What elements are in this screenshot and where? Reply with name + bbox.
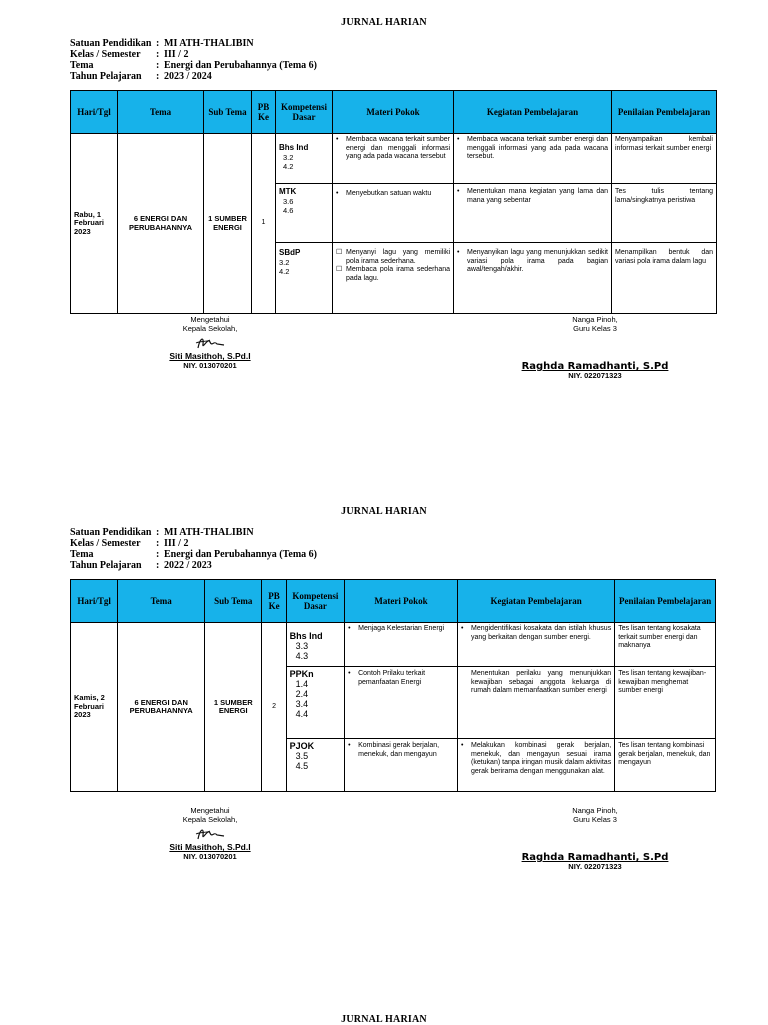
meta-key: Satuan Pendidikan bbox=[70, 38, 152, 49]
kd-value: 3.6 bbox=[283, 196, 294, 206]
meta-sep: : bbox=[156, 549, 160, 560]
penilaian-text: Tes lisan tentang kewajiban-kewajiban menghemat sumber energi bbox=[618, 670, 707, 694]
pb-cell: 1 bbox=[252, 134, 276, 314]
meta-value: III / 2 bbox=[164, 49, 189, 60]
kd-cell bbox=[276, 243, 333, 314]
journal-table bbox=[70, 579, 716, 792]
kegiatan-text: Menentukan mana kegiatan yang lama dan mana yang sebentar bbox=[467, 188, 608, 204]
kd-value: 2.4 bbox=[295, 688, 309, 699]
signature-right bbox=[520, 362, 670, 380]
meta-key: Satuan Pendidikan bbox=[70, 527, 152, 538]
kegiatan-text: Membaca wacana terkait sumber energi dan menggali informasi yang ada pada wacana tersebut. bbox=[467, 136, 608, 160]
header-hari: Hari/Tgl bbox=[71, 91, 118, 134]
kd-value: 3.5 bbox=[295, 750, 309, 761]
meta-value: 2022 / 2023 bbox=[164, 560, 212, 571]
signer-name: Raghda Ramadhanti, S.Pd bbox=[521, 852, 669, 863]
materi-cell bbox=[333, 184, 454, 243]
journal-title: JURNAL HARIAN bbox=[341, 1014, 427, 1025]
header-subtema: Sub Tema bbox=[205, 580, 262, 623]
header-pb: PB Ke bbox=[252, 91, 276, 134]
journal-title: JURNAL HARIAN bbox=[341, 506, 427, 517]
penilaian-cell bbox=[612, 243, 717, 314]
kegiatan-cell bbox=[454, 184, 612, 243]
penilaian-text: Menyampaikan kembali informasi terkait sumber energi bbox=[615, 136, 713, 152]
kegiatan-cell bbox=[457, 739, 614, 792]
kd-cell bbox=[276, 134, 333, 184]
meta-key: Kelas / Semester bbox=[70, 49, 141, 60]
kd-value: 3.3 bbox=[295, 640, 309, 651]
penilaian-text: Menampilkan bentuk dan variasi pola irama dalam lagu bbox=[615, 249, 713, 265]
materi-text: Menjaga Kelestarian Energi bbox=[358, 625, 445, 632]
bullet-icon bbox=[461, 670, 471, 696]
meta-sep: : bbox=[156, 560, 160, 571]
signer-niy: NIY. 013070201 bbox=[183, 852, 237, 861]
signature-right bbox=[520, 853, 670, 871]
sig-line2: Kepala Sekolah, bbox=[182, 815, 238, 824]
header-kd: Kompetensi Dasar bbox=[276, 91, 333, 134]
kd-value: 4.6 bbox=[283, 205, 294, 215]
materi-text: Kombinasi gerak berjalan, menekuk, dan mengayun bbox=[358, 742, 440, 758]
kd-value: 3.4 bbox=[295, 698, 309, 709]
kegiatan-cell bbox=[454, 134, 612, 184]
bullet-icon: • bbox=[460, 625, 464, 632]
penilaian-text: Tes tulis tentang lama/singkatnya peristiwa bbox=[615, 188, 713, 204]
header-materi: Materi Pokok bbox=[345, 580, 458, 623]
kegiatan-text: Menentukan perilaku yang menunjukkan kewajiban sebagai anggota keluarga di rumah dalam memanfaatkan sumber energi bbox=[470, 670, 612, 694]
bullet-icon: • bbox=[348, 742, 351, 749]
subject-label: Bhs Ind bbox=[279, 143, 309, 152]
sig-line1: Nanga Pinoh, bbox=[572, 806, 618, 815]
day-cell: Kamis, 2 Februari 2023 bbox=[71, 623, 118, 792]
subtema-cell: 1 SUMBER ENERGI bbox=[205, 623, 262, 792]
meta-sep: : bbox=[156, 60, 160, 71]
penilaian-cell bbox=[615, 623, 716, 667]
meta-value: 2023 / 2024 bbox=[164, 71, 212, 82]
bullet-icon: • bbox=[457, 188, 460, 195]
pb-cell: 2 bbox=[262, 623, 286, 792]
meta-sep: : bbox=[156, 49, 160, 60]
signature-scribble-icon bbox=[190, 334, 230, 352]
kd-value: 1.4 bbox=[295, 678, 309, 689]
header-subtema: Sub Tema bbox=[204, 91, 252, 134]
sig-line1: Mengetahui bbox=[190, 806, 230, 815]
header-tema: Tema bbox=[118, 91, 204, 134]
sig-line1: Nanga Pinoh, bbox=[572, 315, 618, 324]
kd-value: 3.2 bbox=[283, 152, 294, 162]
meta-sep: : bbox=[156, 538, 160, 549]
signature-left bbox=[150, 315, 270, 370]
meta-key: Kelas / Semester bbox=[70, 538, 141, 549]
meta-value: MI ATH-THALIBIN bbox=[164, 38, 254, 49]
meta-value: Energi dan Perubahannya (Tema 6) bbox=[164, 60, 317, 71]
bullet-icon: • bbox=[460, 742, 464, 749]
penilaian-cell bbox=[612, 134, 717, 184]
meta-value: Energi dan Perubahannya (Tema 6) bbox=[164, 549, 317, 560]
subject-label: Bhs Ind bbox=[289, 631, 323, 641]
kd-value: 3.2 bbox=[279, 257, 290, 267]
sig-line1: Mengetahui bbox=[190, 315, 230, 324]
materi-cell bbox=[345, 667, 458, 739]
header-penilaian: Penilaian Pembelajaran bbox=[612, 91, 717, 134]
journal-meta bbox=[70, 527, 317, 571]
sig-line2: Kepala Sekolah, bbox=[182, 324, 238, 333]
meta-key: Tema bbox=[70, 549, 94, 560]
header-kd: Kompetensi Dasar bbox=[286, 580, 344, 623]
signature-right-header bbox=[550, 806, 640, 824]
checkbox-bullet-icon: ☐ bbox=[336, 266, 343, 273]
subtema-cell: 1 SUMBER ENERGI bbox=[204, 134, 252, 314]
kd-value: 4.5 bbox=[295, 760, 309, 771]
sig-line2: Guru Kelas 3 bbox=[573, 324, 617, 333]
signature-left bbox=[150, 806, 270, 861]
meta-sep: : bbox=[156, 71, 160, 82]
bullet-icon: • bbox=[336, 190, 339, 197]
signer-name: Siti Masithoh, S.Pd.I bbox=[169, 842, 251, 852]
materi-cell bbox=[345, 623, 458, 667]
meta-key: Tema bbox=[70, 60, 94, 71]
meta-value: III / 2 bbox=[164, 538, 189, 549]
materi-text: Membaca wacana terkait sumber energi dan menggali informasi yang ada pada wacana tersebut bbox=[346, 136, 450, 160]
penilaian-text: Tes lisan tentang kosakata terkait sumber energi dan maknanya bbox=[618, 625, 701, 649]
signer-niy: NIY. 013070201 bbox=[183, 361, 237, 370]
journal-table bbox=[70, 90, 717, 314]
penilaian-cell bbox=[615, 667, 716, 739]
header-hari: Hari/Tgl bbox=[71, 580, 118, 623]
penilaian-text: Tes lisan tentang kombinasi gerak berjalan, menekuk, dan mengayun bbox=[618, 742, 711, 766]
penilaian-cell bbox=[615, 739, 716, 792]
journal-meta bbox=[70, 38, 317, 82]
sig-line2: Guru Kelas 3 bbox=[573, 815, 617, 824]
tema-cell: 6 ENERGI DAN PERUBAHANNYA bbox=[118, 623, 205, 792]
meta-value: MI ATH-THALIBIN bbox=[164, 527, 254, 538]
bullet-icon: • bbox=[348, 625, 351, 632]
subject-label: PPKn bbox=[289, 669, 314, 679]
bullet-icon: • bbox=[348, 670, 351, 677]
kd-cell bbox=[276, 184, 333, 243]
signature-right-header bbox=[550, 315, 640, 333]
header-kegiatan: Kegiatan Pembelajaran bbox=[454, 91, 612, 134]
bullet-icon: • bbox=[457, 136, 460, 143]
materi-text: Contoh Prilaku terkait pemanfaatan Energi bbox=[358, 670, 426, 686]
checkbox-bullet-icon: ☐ bbox=[336, 249, 343, 256]
journal-title: JURNAL HARIAN bbox=[341, 17, 427, 28]
meta-sep: : bbox=[156, 38, 160, 49]
bullet-icon: • bbox=[457, 249, 460, 256]
tema-cell: 6 ENERGI DAN PERUBAHANNYA bbox=[118, 134, 204, 314]
kegiatan-cell bbox=[457, 623, 614, 667]
header-penilaian: Penilaian Pembelajaran bbox=[615, 580, 716, 623]
bullet-icon: • bbox=[336, 136, 339, 143]
meta-key: Tahun Pelajaran bbox=[70, 71, 142, 82]
subject-label: PJOK bbox=[289, 741, 315, 751]
kd-cell bbox=[286, 667, 344, 739]
materi-text: Menyanyi lagu yang memiliki pola irama sederhana. bbox=[346, 249, 450, 265]
kegiatan-text: Melakukan kombinasi gerak berjalan, menekuk, dan mengayun sesuai irama (ketukan) tanpa iringan musik dalam aktivitas gerak berirama dengan menggunakan alat. bbox=[470, 742, 612, 775]
subject-label: SBdP bbox=[279, 248, 301, 257]
signer-name: Raghda Ramadhanti, S.Pd bbox=[521, 361, 669, 372]
kd-cell bbox=[286, 623, 344, 667]
subject-label: MTK bbox=[279, 187, 297, 196]
materi-cell bbox=[345, 739, 458, 792]
signer-niy: NIY. 022071323 bbox=[568, 371, 622, 380]
day-cell: Rabu, 1 Februari 2023 bbox=[71, 134, 118, 314]
header-kegiatan: Kegiatan Pembelajaran bbox=[457, 580, 614, 623]
kegiatan-cell bbox=[454, 243, 612, 314]
materi-text: Menyebutkan satuan waktu bbox=[346, 190, 432, 197]
kd-cell bbox=[286, 739, 344, 792]
header-materi: Materi Pokok bbox=[333, 91, 454, 134]
kegiatan-cell bbox=[457, 667, 614, 739]
signer-niy: NIY. 022071323 bbox=[568, 862, 622, 871]
kd-value: 4.2 bbox=[279, 266, 290, 276]
meta-key: Tahun Pelajaran bbox=[70, 560, 142, 571]
kd-value: 4.2 bbox=[283, 161, 294, 171]
kegiatan-text: Mengidentifikasi kosakata dan istilah khusus yang berkaitan dengan sumber energi. bbox=[470, 625, 612, 641]
header-tema: Tema bbox=[118, 580, 205, 623]
meta-sep: : bbox=[156, 527, 160, 538]
materi-text: Membaca pola irama sederhana pada lagu. bbox=[346, 266, 450, 282]
penilaian-cell bbox=[612, 184, 717, 243]
signature-scribble-icon bbox=[190, 825, 230, 843]
signer-name: Siti Masithoh, S.Pd.I bbox=[169, 351, 251, 361]
kd-value: 4.3 bbox=[295, 650, 309, 661]
materi-cell bbox=[333, 134, 454, 184]
header-pb: PB Ke bbox=[262, 580, 286, 623]
materi-cell bbox=[333, 243, 454, 314]
kd-value: 4.4 bbox=[295, 708, 309, 719]
kegiatan-text: Menyanyikan lagu yang menunjukkan sedikit variasi pola irama pada bagian awal/tengah/akhir. bbox=[467, 249, 608, 273]
